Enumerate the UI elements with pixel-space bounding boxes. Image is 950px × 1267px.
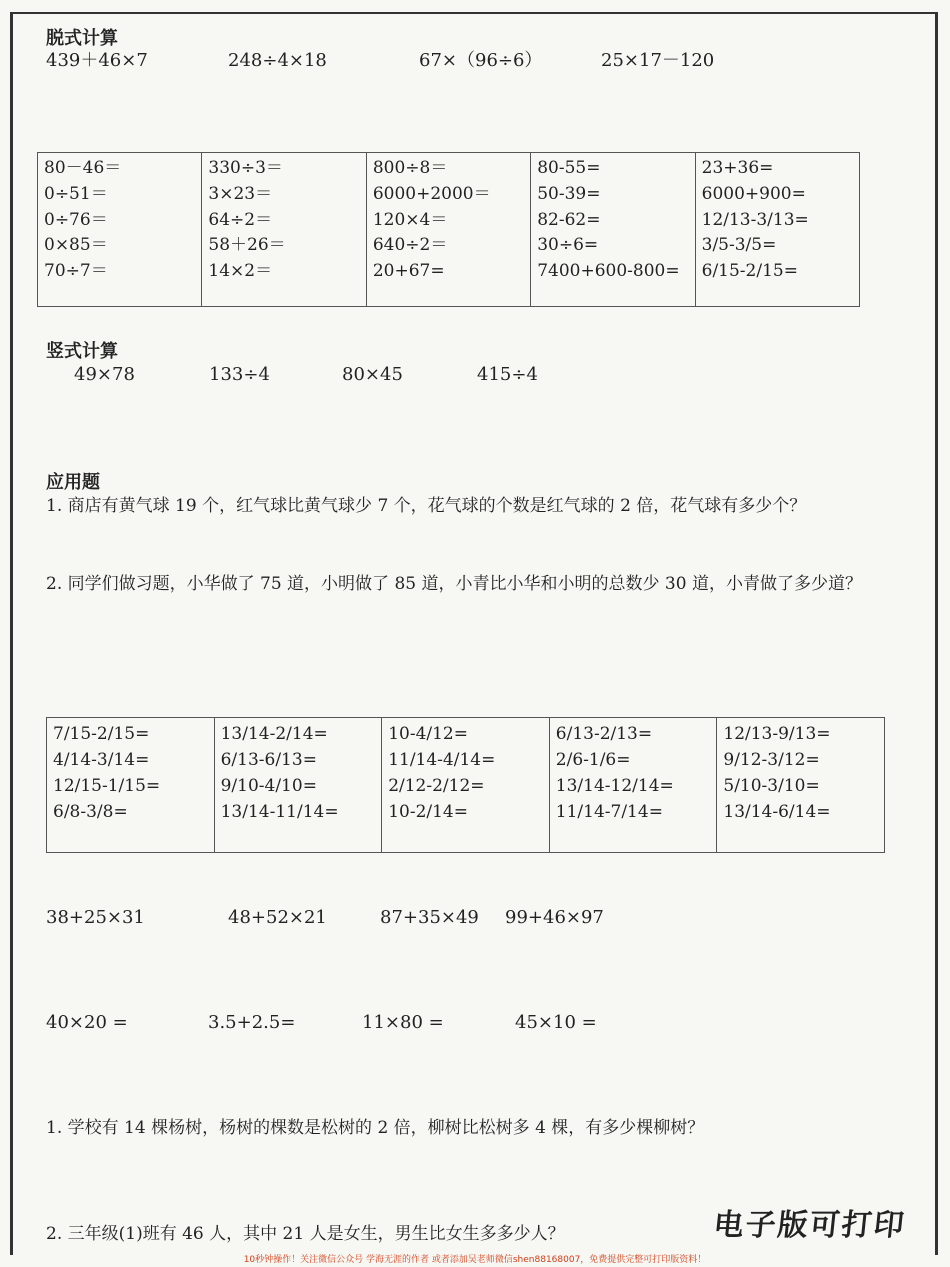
table-column	[381, 718, 549, 852]
expression: 38+25×31	[46, 907, 145, 928]
table-cell: 6000+2000＝	[372, 183, 491, 204]
table-cell: 58＋26＝	[208, 235, 286, 256]
table-cell: 6/13-6/13=	[220, 750, 317, 770]
table-cell: 50-39=	[537, 183, 601, 204]
section-title-vertical: 竖式计算	[46, 341, 118, 362]
table-cell: 10-4/12=	[388, 724, 468, 744]
table-column	[695, 153, 859, 306]
table-column	[549, 718, 717, 852]
table-cell: 9/10-4/10=	[220, 776, 317, 796]
table-cell: 0÷76＝	[44, 209, 108, 230]
table-cell: 13/14-6/14=	[723, 802, 831, 822]
table-cell: 0×85＝	[44, 235, 108, 256]
table-cell: 82-62=	[537, 209, 601, 230]
table-cell: 13/14-2/14=	[220, 724, 328, 744]
expression: 45×10 =	[515, 1012, 597, 1033]
expression: 439＋46×7	[46, 50, 148, 71]
table-cell: 13/14-11/14=	[220, 802, 339, 822]
table-cell: 70÷7＝	[44, 261, 108, 282]
table-cell: 9/12-3/12=	[723, 750, 820, 770]
oral-calc-table	[37, 152, 860, 307]
expression: 48+52×21	[228, 907, 327, 928]
table-cell: 6000+900=	[701, 183, 806, 204]
table-cell: 80-55=	[537, 158, 601, 178]
table-cell: 12/13-9/13=	[723, 724, 831, 744]
table-cell: 0÷51＝	[44, 183, 108, 204]
printable-brand-stamp: 电子版可打印	[711, 1208, 908, 1243]
table-cell: 80－46＝	[44, 158, 122, 178]
section-title-oral: 脱式计算	[46, 28, 118, 49]
table-cell: 800÷8＝	[372, 158, 448, 178]
fraction-table	[46, 717, 885, 853]
table-cell: 64÷2＝	[208, 209, 273, 230]
table-cell: 10-2/14=	[388, 802, 468, 822]
word-problem: 1. 商店有黄气球 19 个，红气球比黄气球少 7 个，花气球的个数是红气球的 2 倍，花气球有多少个？	[46, 496, 807, 516]
table-cell: 12/13-3/13=	[701, 209, 809, 230]
table-cell: 6/8-3/8=	[53, 802, 128, 822]
table-column	[214, 718, 382, 852]
table-cell: 4/14-3/14=	[53, 750, 150, 770]
table-cell: 7/15-2/15=	[53, 724, 150, 744]
section-title-word-problems: 应用题	[46, 472, 100, 493]
table-cell: 120×4＝	[372, 209, 448, 230]
table-column	[38, 153, 201, 306]
table-cell: 13/14-12/14=	[555, 776, 674, 796]
expression: 67×（96÷6）	[419, 50, 543, 71]
table-cell: 23+36=	[701, 158, 774, 178]
expression: 49×78	[74, 364, 135, 385]
expression: 11×80 =	[362, 1012, 444, 1033]
word-problem: 1. 学校有 14 棵杨树，杨树的棵数是松树的 2 倍，柳树比松树多 4 棵，有多少棵柳树？	[46, 1118, 705, 1138]
table-cell: 14×2＝	[208, 261, 273, 282]
table-cell: 3/5-3/5=	[701, 235, 777, 256]
table-column	[47, 718, 214, 852]
table-column	[716, 718, 884, 852]
table-cell: 7400+600-800=	[537, 261, 680, 282]
expression: 99+46×97	[505, 907, 604, 928]
table-column	[366, 153, 530, 306]
table-cell: 12/15-1/15=	[53, 776, 161, 796]
table-cell: 640÷2＝	[372, 235, 448, 256]
expression: 80×45	[342, 364, 403, 385]
table-cell: 11/14-7/14=	[555, 802, 663, 822]
table-column	[201, 153, 365, 306]
expression: 25×17－120	[601, 50, 715, 71]
expression: 248÷4×18	[228, 50, 327, 71]
table-cell: 30÷6=	[537, 235, 599, 256]
expression: 87+35×49	[380, 907, 479, 928]
table-cell: 2/6-1/6=	[555, 750, 631, 770]
table-cell: 330÷3＝	[208, 158, 283, 178]
table-cell: 6/15-2/15=	[701, 261, 798, 282]
table-cell: 6/13-2/13=	[555, 724, 653, 744]
table-cell: 2/12-2/12=	[388, 776, 485, 796]
table-column	[530, 153, 694, 306]
expression: 40×20 =	[46, 1012, 128, 1033]
word-problem: 2. 三年级(1)班有 46 人，其中 21 人是女生，男生比女生多多少人？	[46, 1224, 565, 1244]
expression: 3.5+2.5=	[208, 1012, 296, 1033]
table-cell: 20+67=	[372, 261, 445, 282]
footer-note: 10秒钟操作！关注微信公众号 学海无涯的作者 或者添加吴老师微信shen88168007，免费提供完整可打印版资料！	[243, 1255, 707, 1265]
expression: 133÷4	[209, 364, 270, 385]
table-cell: 11/14-4/14=	[388, 750, 496, 770]
word-problem: 2. 同学们做习题，小华做了 75 道，小明做了 85 道，小青比小华和小明的总数少 30 道，小青做了多少道？	[46, 574, 862, 594]
expression: 415÷4	[477, 364, 538, 385]
table-cell: 3×23＝	[208, 183, 273, 204]
table-cell: 5/10-3/10=	[723, 776, 820, 796]
